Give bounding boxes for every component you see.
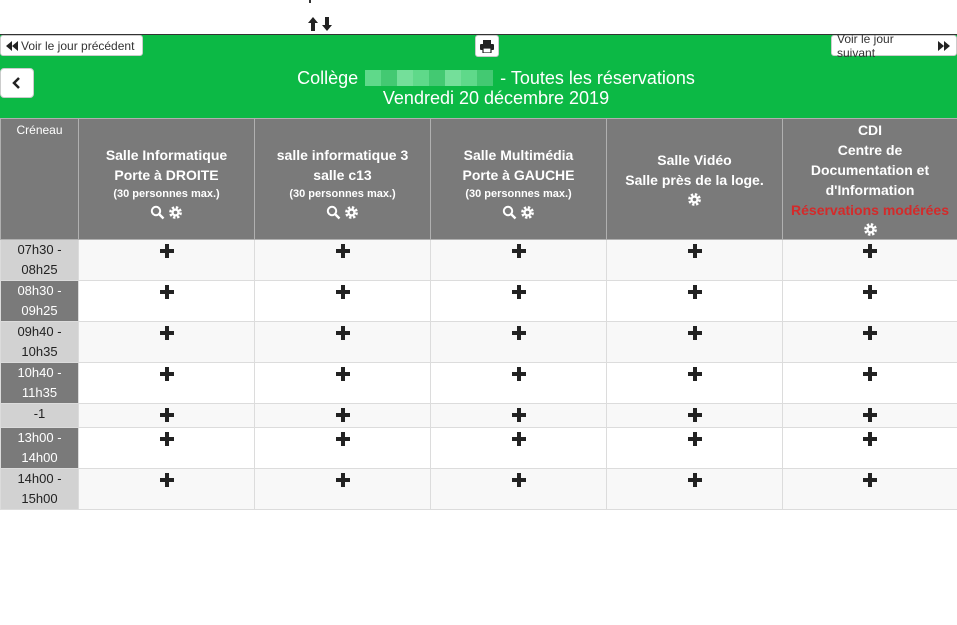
reservation-cell[interactable] xyxy=(607,363,783,404)
room-header-cdi xyxy=(783,119,957,240)
reservation-cell[interactable] xyxy=(79,469,255,510)
add-reservation-icon[interactable] xyxy=(688,432,702,446)
reservation-cell[interactable] xyxy=(783,281,957,322)
reservation-cell[interactable] xyxy=(431,281,607,322)
add-reservation-icon[interactable] xyxy=(336,285,350,299)
grid-body xyxy=(1,240,957,510)
add-reservation-icon[interactable] xyxy=(160,285,174,299)
slot-start: 09h40 - xyxy=(17,324,62,339)
add-reservation-icon[interactable] xyxy=(863,285,877,299)
add-reservation-icon[interactable] xyxy=(336,367,350,381)
sort-arrows-icon[interactable] xyxy=(306,15,334,33)
room-subtitle: Centre de xyxy=(837,142,903,158)
table-row xyxy=(1,404,957,428)
reservation-cell[interactable] xyxy=(255,469,431,510)
reservation-cell[interactable] xyxy=(431,240,607,281)
add-reservation-icon[interactable] xyxy=(160,244,174,258)
table-row xyxy=(1,469,957,510)
reservation-cell[interactable] xyxy=(607,428,783,469)
gear-icon[interactable] xyxy=(168,205,183,220)
add-reservation-icon[interactable] xyxy=(863,367,877,381)
reservation-cell[interactable] xyxy=(783,322,957,363)
add-reservation-icon[interactable] xyxy=(688,408,702,422)
room-name: Salle Vidéo xyxy=(657,152,732,168)
add-reservation-icon[interactable] xyxy=(160,408,174,422)
grid-header-row xyxy=(1,119,957,240)
title-suffix: - Toutes les réservations xyxy=(500,68,695,88)
add-reservation-icon[interactable] xyxy=(512,408,526,422)
reservation-cell[interactable] xyxy=(607,240,783,281)
slot-end: 15h00 xyxy=(21,491,58,506)
double-chevron-right-icon xyxy=(937,41,951,51)
room-subtitle: Porte à GAUCHE xyxy=(462,167,575,183)
add-reservation-icon[interactable] xyxy=(160,432,174,446)
room-name: salle informatique 3 xyxy=(276,147,409,163)
print-button[interactable] xyxy=(475,35,499,57)
add-reservation-icon[interactable] xyxy=(512,432,526,446)
slot-start: 10h40 - xyxy=(17,365,62,380)
table-row xyxy=(1,281,957,322)
reservation-cell[interactable] xyxy=(607,322,783,363)
add-reservation-icon[interactable] xyxy=(863,326,877,340)
add-reservation-icon[interactable] xyxy=(160,367,174,381)
slot-start: -1 xyxy=(33,406,46,421)
slot-start: 08h30 - xyxy=(17,283,62,298)
slot-column-header: Créneau xyxy=(1,119,79,240)
add-reservation-icon[interactable] xyxy=(688,326,702,340)
reservation-cell[interactable] xyxy=(79,363,255,404)
add-reservation-icon[interactable] xyxy=(512,473,526,487)
slot-start: 14h00 - xyxy=(17,471,62,486)
room-capacity: (30 personnes max.) xyxy=(289,188,396,200)
reservation-cell[interactable] xyxy=(783,428,957,469)
add-reservation-icon[interactable] xyxy=(512,367,526,381)
add-reservation-icon[interactable] xyxy=(512,326,526,340)
add-reservation-icon[interactable] xyxy=(336,408,350,422)
gear-icon[interactable] xyxy=(863,222,878,237)
slot-end: 14h00 xyxy=(21,450,58,465)
slot-end: 11h35 xyxy=(21,385,58,400)
reservation-cell[interactable] xyxy=(783,240,957,281)
gear-icon[interactable] xyxy=(520,205,535,220)
room-subtitle-2: Documentation et xyxy=(810,162,930,178)
add-reservation-icon[interactable] xyxy=(688,473,702,487)
next-day-label: Voir le jour suivant xyxy=(837,31,894,60)
room-name: CDI xyxy=(857,122,883,138)
slot-label xyxy=(1,428,79,469)
room-capacity: (30 personnes max.) xyxy=(465,188,572,200)
reservation-cell[interactable] xyxy=(431,404,607,428)
add-reservation-icon[interactable] xyxy=(863,408,877,422)
moderated-reservations-note: Réservations modérées xyxy=(791,202,949,218)
room-header-salle-multimedia xyxy=(431,119,607,240)
add-reservation-icon[interactable] xyxy=(336,473,350,487)
printer-icon xyxy=(480,40,494,53)
reservation-cell[interactable] xyxy=(431,428,607,469)
slot-label xyxy=(1,469,79,510)
top-strip xyxy=(0,0,957,34)
reservation-cell[interactable] xyxy=(607,404,783,428)
reservation-cell[interactable] xyxy=(783,404,957,428)
table-row xyxy=(1,322,957,363)
title-prefix: Collège xyxy=(297,68,359,88)
room-name: Salle Informatique xyxy=(105,147,228,163)
search-icon[interactable] xyxy=(150,205,165,220)
reservation-cell[interactable] xyxy=(607,281,783,322)
add-reservation-icon[interactable] xyxy=(512,244,526,258)
reservation-cell[interactable] xyxy=(255,404,431,428)
top-tick xyxy=(309,0,311,3)
room-header-salle-informatique xyxy=(79,119,255,240)
room-header-salle-video xyxy=(607,119,783,240)
page-date: Vendredi 20 décembre 2019 xyxy=(382,88,610,108)
gear-icon[interactable] xyxy=(687,192,702,207)
reservation-cell[interactable] xyxy=(79,240,255,281)
table-row xyxy=(1,428,957,469)
next-day-button[interactable] xyxy=(831,31,957,60)
slot-end: 09h25 xyxy=(21,303,58,318)
reservation-cell[interactable] xyxy=(431,469,607,510)
room-subtitle-3: d'Information xyxy=(825,182,915,198)
add-reservation-icon[interactable] xyxy=(336,244,350,258)
add-reservation-icon[interactable] xyxy=(863,244,877,258)
slot-end: 10h35 xyxy=(21,344,58,359)
add-reservation-icon[interactable] xyxy=(863,473,877,487)
reservation-cell[interactable] xyxy=(783,363,957,404)
add-reservation-icon[interactable] xyxy=(512,285,526,299)
slot-label xyxy=(1,281,79,322)
gear-icon[interactable] xyxy=(344,205,359,220)
add-reservation-icon[interactable] xyxy=(336,326,350,340)
redacted-school-name xyxy=(365,70,493,86)
add-reservation-icon[interactable] xyxy=(336,432,350,446)
slot-end: 08h25 xyxy=(21,262,58,277)
add-reservation-icon[interactable] xyxy=(160,473,174,487)
search-icon[interactable] xyxy=(326,205,341,220)
reservation-cell[interactable] xyxy=(431,363,607,404)
reservation-cell[interactable] xyxy=(255,281,431,322)
reservation-cell[interactable] xyxy=(79,281,255,322)
search-icon[interactable] xyxy=(502,205,517,220)
slot-start: 13h00 - xyxy=(17,430,62,445)
slot-label xyxy=(1,363,79,404)
reservation-cell[interactable] xyxy=(79,428,255,469)
room-header-salle-informatique-3 xyxy=(255,119,431,240)
add-reservation-icon[interactable] xyxy=(688,367,702,381)
previous-day-button[interactable] xyxy=(0,35,143,56)
slot-label xyxy=(1,322,79,363)
room-subtitle: salle c13 xyxy=(313,167,372,183)
double-chevron-left-icon xyxy=(5,41,19,51)
room-name: Salle Multimédia xyxy=(463,147,574,163)
slot-label xyxy=(1,404,79,428)
reservation-cell[interactable] xyxy=(255,363,431,404)
slot-start: 07h30 - xyxy=(17,242,62,257)
reservation-cell[interactable] xyxy=(255,428,431,469)
slot-label xyxy=(1,240,79,281)
add-reservation-icon[interactable] xyxy=(863,432,877,446)
reservation-cell[interactable] xyxy=(255,240,431,281)
reservation-cell[interactable] xyxy=(783,469,957,510)
add-reservation-icon[interactable] xyxy=(688,244,702,258)
table-row xyxy=(1,363,957,404)
reservation-cell[interactable] xyxy=(255,322,431,363)
reservation-cell[interactable] xyxy=(431,322,607,363)
add-reservation-icon[interactable] xyxy=(160,326,174,340)
reservation-cell[interactable] xyxy=(79,322,255,363)
table-row xyxy=(1,240,957,281)
room-subtitle: Salle près de la loge. xyxy=(625,172,764,188)
room-subtitle: Porte à DROITE xyxy=(114,167,219,183)
add-reservation-icon[interactable] xyxy=(688,285,702,299)
reservation-grid xyxy=(0,118,957,510)
room-capacity: (30 personnes max.) xyxy=(113,188,220,200)
reservation-cell[interactable] xyxy=(607,469,783,510)
page-title xyxy=(0,68,957,88)
previous-day-label: Voir le jour précédent xyxy=(21,38,135,53)
reservation-cell[interactable] xyxy=(79,404,255,428)
